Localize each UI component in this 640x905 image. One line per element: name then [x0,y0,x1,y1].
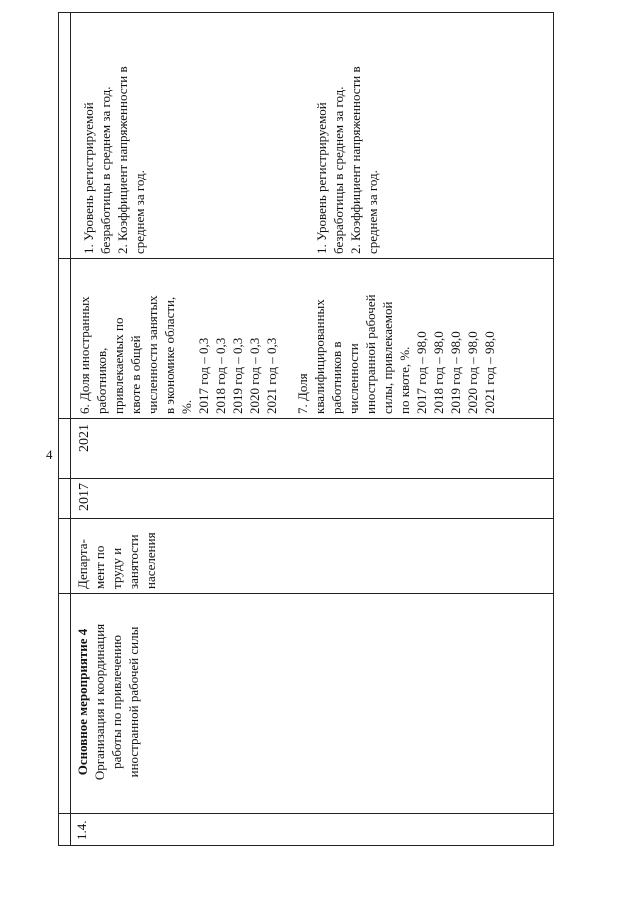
relation-line: 2. Коэффициент напряженности в [348,66,363,254]
executor-line: мент по [92,545,107,589]
indicator-6-line: работников, [94,347,109,414]
measure-title: Основное мероприятие 4 [75,628,90,776]
indicator-7-line: 7. Доля [295,373,310,414]
indicator-6-line: квоте в общей [128,335,143,414]
indicator-7-line: 2017 год – 98,0 [414,331,429,414]
relation-line: среднем за год. [132,170,147,254]
relation-group-1 [80,66,148,254]
indicators-cell [76,294,498,414]
indicator-7-line: иностранной рабочей [363,294,378,414]
relation-line: среднем за год. [365,170,380,254]
indicator-7-line: силы, привлекаемой [380,301,395,414]
table-border-left [58,12,59,846]
indicator-7-line: 2020 год – 98,0 [465,331,480,414]
measure-line: работы по привлечению [109,635,124,769]
measure-cell [74,597,142,807]
table-border-top [58,12,554,13]
column-divider-3 [58,518,554,519]
indicator-6-line: 2018 год – 0,3 [213,337,228,414]
indicator-7-line: квалифицированных [312,299,327,414]
relation-line: 2. Коэффициент напряженности в [115,66,130,254]
row-number: 1.4. [74,820,89,840]
indicator-6-line: 2020 год – 0,3 [247,337,262,414]
relation-line: безработицы в среднем за год. [331,86,346,254]
column-divider-5 [58,418,554,419]
table-header-line [70,12,71,846]
relation-line: 1. Уровень регистрируемой [81,102,96,254]
column-divider-4 [58,478,554,479]
indicator-6-line: привлекаемых по [111,317,126,414]
indicator-6-line: 2017 год – 0,3 [196,337,211,414]
indicator-6-line: в экономике области, [162,296,177,414]
executor-line: Департа- [75,539,90,589]
measure-line: иностранной рабочей силы [126,626,141,778]
end-year: 2021 [77,424,92,452]
indicator-6-line: 6. Доля иностранных [77,296,92,414]
executor-line: населения [143,532,158,589]
indicator-7-line: 2018 год – 98,0 [431,331,446,414]
table-border-right [553,12,554,846]
indicator-6-line: %. [179,399,194,414]
relation-line: безработицы в среднем за год. [98,86,113,254]
indicator-7-line: работников в [329,341,344,414]
indicator-7-line: 2019 год – 98,0 [448,331,463,414]
indicator-7-line: 2021 год – 98,0 [482,331,497,414]
column-divider-6 [58,258,554,259]
relation-line: 1. Уровень регистрируемой [314,102,329,254]
executor-cell [74,532,159,589]
relation-group-2 [313,66,381,254]
indicator-6-line: 2019 год – 0,3 [230,337,245,414]
indicator-6-line: 2021 год – 0,3 [264,337,279,414]
executor-line: труду и [109,547,124,589]
start-year: 2017 [77,483,92,511]
indicator-7-line: численности [346,343,361,414]
measure-line: Организация и координация [92,623,107,781]
indicator-6-line: численности занятых [145,295,160,414]
page-number: 4 [46,447,53,462]
column-divider-1 [58,813,554,814]
column-divider-2 [58,593,554,594]
indicator-7-line: по квоте, %. [397,346,412,414]
table-border-bottom [58,845,554,846]
executor-line: занятости [126,534,141,589]
